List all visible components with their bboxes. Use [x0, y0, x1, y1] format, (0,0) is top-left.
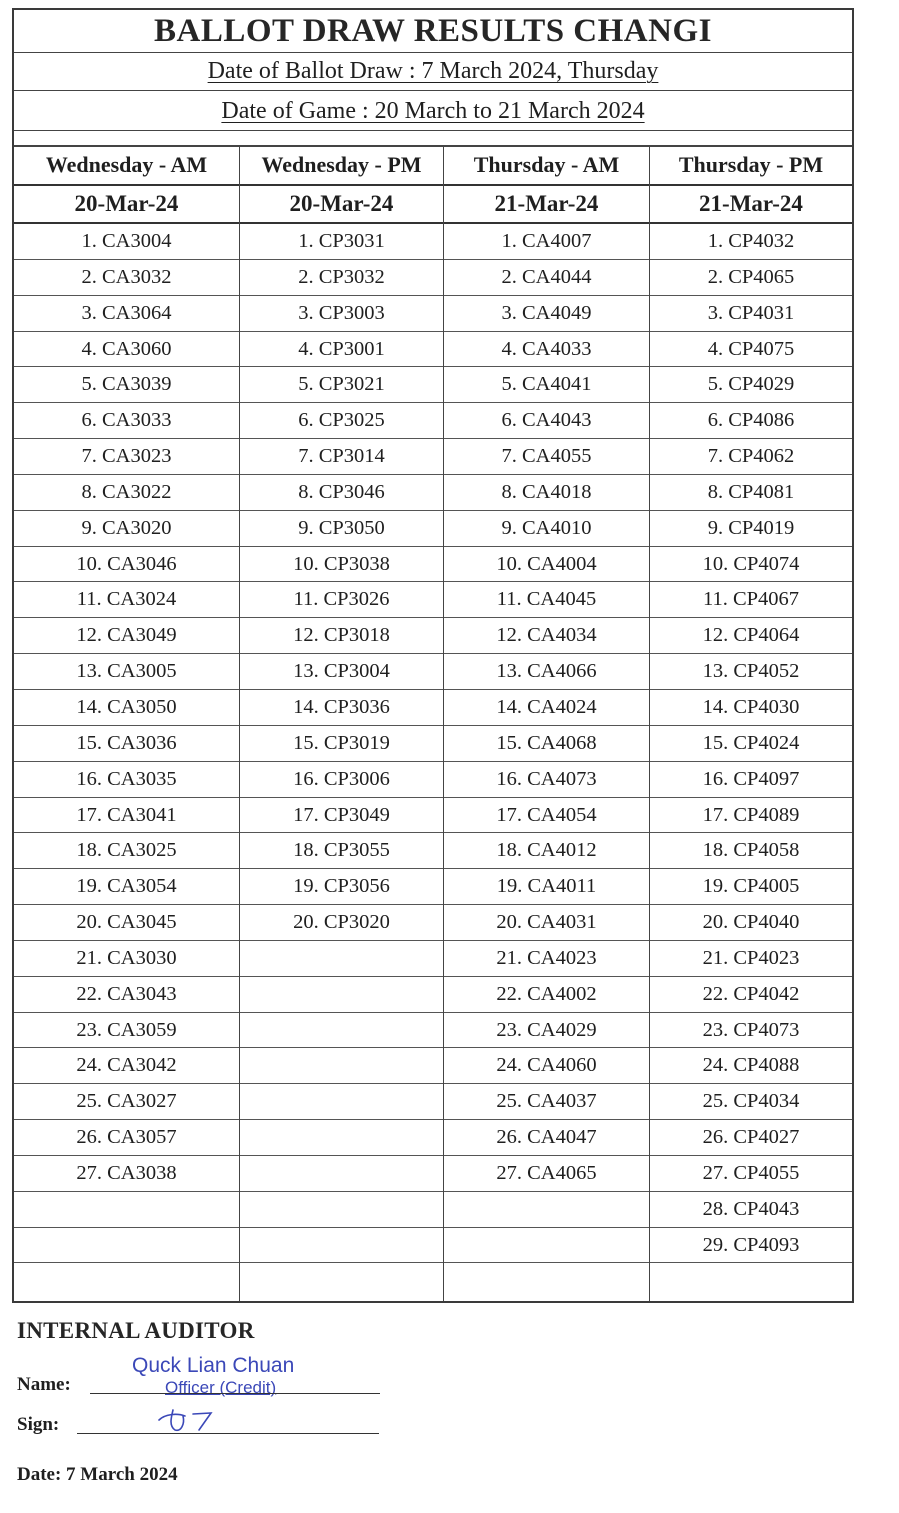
table-cell: 6. CP3025 — [240, 403, 443, 439]
table-cell: 3. CA3064 — [14, 296, 239, 332]
table-cell: 25. CA3027 — [14, 1084, 239, 1120]
column-header: Wednesday - PM — [240, 146, 443, 186]
column-date: 20-Mar-24 — [14, 186, 239, 224]
table-cell — [444, 1263, 649, 1299]
table-cell: 28. CP4043 — [650, 1192, 852, 1228]
table-cell: 1. CP3031 — [240, 224, 443, 260]
table-cell: 4. CA3060 — [14, 332, 239, 368]
column-header: Thursday - AM — [444, 146, 649, 186]
table-cell: 4. CP4075 — [650, 332, 852, 368]
table-cell: 25. CA4037 — [444, 1084, 649, 1120]
table-cell — [240, 1013, 443, 1049]
table-cell: 1. CA4007 — [444, 224, 649, 260]
table-cell: 9. CA3020 — [14, 511, 239, 547]
table-cell: 10. CP3038 — [240, 547, 443, 583]
table-cell: 6. CA3033 — [14, 403, 239, 439]
table-cell — [444, 1192, 649, 1228]
table-cell: 9. CP4019 — [650, 511, 852, 547]
column-1 — [240, 146, 444, 1301]
table-cell: 8. CP4081 — [650, 475, 852, 511]
table-cell: 11. CA4045 — [444, 582, 649, 618]
table-cell: 3. CP4031 — [650, 296, 852, 332]
table-cell — [444, 1228, 649, 1264]
table-cell: 13. CP4052 — [650, 654, 852, 690]
table-cell: 12. CA4034 — [444, 618, 649, 654]
table-cell: 10. CA4004 — [444, 547, 649, 583]
table-cell: 7. CP3014 — [240, 439, 443, 475]
ballot-draw-date: Date of Ballot Draw : 7 March 2024, Thursday — [14, 52, 852, 91]
table-cell: 1. CP4032 — [650, 224, 852, 260]
ballot-results-sheet — [12, 8, 854, 1303]
column-2 — [444, 146, 650, 1301]
table-cell — [14, 1263, 239, 1299]
table-cell: 12. CP3018 — [240, 618, 443, 654]
table-cell: 18. CA3025 — [14, 833, 239, 869]
table-cell — [240, 1156, 443, 1192]
table-cell: 22. CP4042 — [650, 977, 852, 1013]
table-cell: 15. CA4068 — [444, 726, 649, 762]
table-cell: 8. CP3046 — [240, 475, 443, 511]
table-cell: 16. CP4097 — [650, 762, 852, 798]
table-cell: 27. CA3038 — [14, 1156, 239, 1192]
table-cell: 17. CA3041 — [14, 798, 239, 834]
table-cell: 18. CA4012 — [444, 833, 649, 869]
table-cell — [14, 1192, 239, 1228]
auditor-heading: INTERNAL AUDITOR — [17, 1318, 255, 1343]
signature-mark — [155, 1404, 219, 1434]
table-cell: 21. CA3030 — [14, 941, 239, 977]
auditor-name: Quck Lian Chuan — [132, 1354, 295, 1377]
table-cell — [240, 1263, 443, 1299]
table-cell — [240, 977, 443, 1013]
table-cell: 13. CP3004 — [240, 654, 443, 690]
auditor-block — [17, 1318, 397, 1486]
table-cell: 18. CP4058 — [650, 833, 852, 869]
table-cell: 20. CA3045 — [14, 905, 239, 941]
table-cell: 24. CA4060 — [444, 1048, 649, 1084]
table-cell: 20. CP3020 — [240, 905, 443, 941]
table-cell: 17. CA4054 — [444, 798, 649, 834]
column-0 — [14, 146, 240, 1301]
table-cell: 6. CA4043 — [444, 403, 649, 439]
table-cell: 26. CA3057 — [14, 1120, 239, 1156]
table-cell: 11. CP4067 — [650, 582, 852, 618]
table-cell: 5. CA4041 — [444, 367, 649, 403]
table-cell: 27. CP4055 — [650, 1156, 852, 1192]
table-cell — [240, 1048, 443, 1084]
table-cell — [240, 941, 443, 977]
table-cell — [650, 1263, 852, 1299]
table-cell: 17. CP3049 — [240, 798, 443, 834]
auditor-title: Officer (Credit) — [165, 1378, 277, 1397]
table-cell: 17. CP4089 — [650, 798, 852, 834]
table-cell: 5. CP3021 — [240, 367, 443, 403]
table-cell: 12. CP4064 — [650, 618, 852, 654]
sign-label: Sign: — [17, 1414, 60, 1435]
name-row — [17, 1354, 397, 1402]
table-cell: 2. CP3032 — [240, 260, 443, 296]
table-cell: 10. CP4074 — [650, 547, 852, 583]
table-cell — [240, 1084, 443, 1120]
table-cell: 24. CA3042 — [14, 1048, 239, 1084]
page-title: BALLOT DRAW RESULTS CHANGI — [14, 10, 852, 53]
table-cell: 13. CA4066 — [444, 654, 649, 690]
table-cell: 3. CA4049 — [444, 296, 649, 332]
table-cell: 26. CA4047 — [444, 1120, 649, 1156]
sign-line — [77, 1433, 379, 1434]
table-cell: 16. CP3006 — [240, 762, 443, 798]
column-header: Thursday - PM — [650, 146, 852, 186]
table-cell: 9. CP3050 — [240, 511, 443, 547]
table-cell: 19. CA3054 — [14, 869, 239, 905]
table-cell: 3. CP3003 — [240, 296, 443, 332]
table-cell: 10. CA3046 — [14, 547, 239, 583]
results-table — [14, 146, 852, 1301]
table-cell: 6. CP4086 — [650, 403, 852, 439]
name-line — [90, 1393, 380, 1394]
column-3 — [650, 146, 852, 1301]
table-cell: 23. CP4073 — [650, 1013, 852, 1049]
table-cell: 11. CP3026 — [240, 582, 443, 618]
sign-date: Date: 7 March 2024 — [17, 1464, 178, 1485]
column-date: 21-Mar-24 — [444, 186, 649, 224]
table-cell: 23. CA3059 — [14, 1013, 239, 1049]
table-cell: 4. CA4033 — [444, 332, 649, 368]
table-cell: 14. CA4024 — [444, 690, 649, 726]
table-cell: 14. CP3036 — [240, 690, 443, 726]
table-cell: 18. CP3055 — [240, 833, 443, 869]
table-cell: 20. CA4031 — [444, 905, 649, 941]
table-cell: 11. CA3024 — [14, 582, 239, 618]
table-cell: 7. CA4055 — [444, 439, 649, 475]
table-cell: 2. CA3032 — [14, 260, 239, 296]
table-cell: 5. CP4029 — [650, 367, 852, 403]
table-cell: 8. CA4018 — [444, 475, 649, 511]
table-cell: 8. CA3022 — [14, 475, 239, 511]
game-date: Date of Game : 20 March to 21 March 2024 — [221, 98, 645, 124]
column-date: 21-Mar-24 — [650, 186, 852, 224]
table-cell: 20. CP4040 — [650, 905, 852, 941]
table-cell: 15. CP3019 — [240, 726, 443, 762]
table-cell: 7. CP4062 — [650, 439, 852, 475]
table-cell: 5. CA3039 — [14, 367, 239, 403]
table-cell: 2. CP4065 — [650, 260, 852, 296]
table-cell: 14. CA3050 — [14, 690, 239, 726]
table-cell: 12. CA3049 — [14, 618, 239, 654]
table-cell: 21. CP4023 — [650, 941, 852, 977]
table-cell: 19. CP4005 — [650, 869, 852, 905]
table-cell: 2. CA4044 — [444, 260, 649, 296]
column-header: Wednesday - AM — [14, 146, 239, 186]
table-cell: 23. CA4029 — [444, 1013, 649, 1049]
table-cell: 25. CP4034 — [650, 1084, 852, 1120]
table-cell: 1. CA3004 — [14, 224, 239, 260]
table-cell: 21. CA4023 — [444, 941, 649, 977]
table-cell — [240, 1228, 443, 1264]
table-cell: 26. CP4027 — [650, 1120, 852, 1156]
sign-row — [17, 1402, 397, 1442]
table-cell: 4. CP3001 — [240, 332, 443, 368]
table-cell: 14. CP4030 — [650, 690, 852, 726]
spacer-row — [14, 130, 852, 147]
table-cell — [240, 1192, 443, 1228]
table-cell: 16. CA3035 — [14, 762, 239, 798]
name-label: Name: — [17, 1374, 71, 1395]
table-cell — [14, 1228, 239, 1264]
table-cell: 15. CP4024 — [650, 726, 852, 762]
table-cell: 29. CP4093 — [650, 1228, 852, 1264]
table-cell: 15. CA3036 — [14, 726, 239, 762]
table-cell: 22. CA4002 — [444, 977, 649, 1013]
column-date: 20-Mar-24 — [240, 186, 443, 224]
table-cell: 9. CA4010 — [444, 511, 649, 547]
table-cell: 16. CA4073 — [444, 762, 649, 798]
table-cell: 7. CA3023 — [14, 439, 239, 475]
table-cell: 19. CP3056 — [240, 869, 443, 905]
table-cell: 27. CA4065 — [444, 1156, 649, 1192]
table-cell: 13. CA3005 — [14, 654, 239, 690]
table-cell: 22. CA3043 — [14, 977, 239, 1013]
table-cell — [240, 1120, 443, 1156]
table-cell: 19. CA4011 — [444, 869, 649, 905]
table-cell: 24. CP4088 — [650, 1048, 852, 1084]
